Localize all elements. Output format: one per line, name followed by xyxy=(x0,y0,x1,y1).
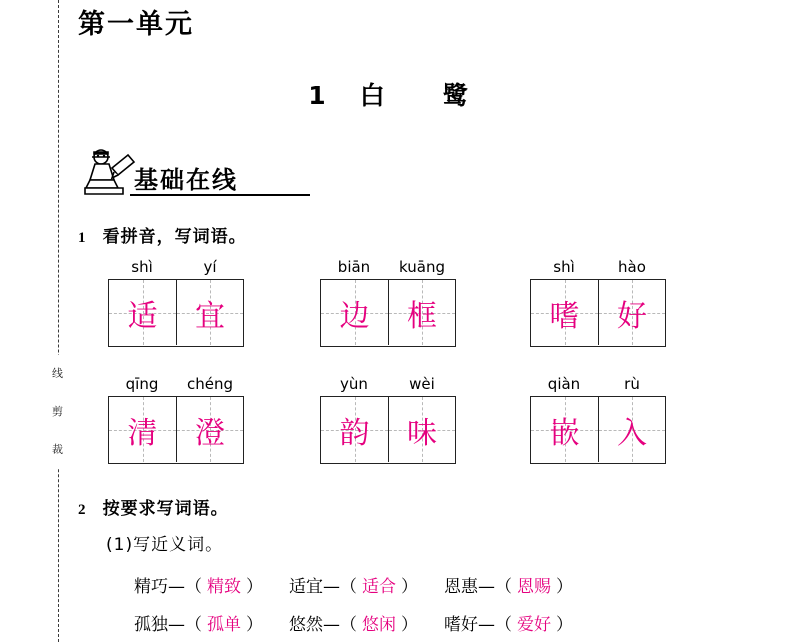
synonym-item xyxy=(289,615,418,635)
tianzige-grid[interactable] xyxy=(530,396,666,464)
tianzige-cell[interactable] xyxy=(176,397,243,462)
synonym-answer[interactable]: 恩赐 xyxy=(517,577,551,597)
answer-char: 韵 xyxy=(339,415,370,451)
cut-label-char-1: 线 xyxy=(44,355,72,393)
section-underline xyxy=(130,194,310,196)
synonym-close: ） xyxy=(401,577,418,597)
pinyin: yí xyxy=(203,258,217,276)
cut-label-char-2: 剪 xyxy=(44,393,72,431)
question-1 xyxy=(78,222,247,247)
answer-char: 框 xyxy=(407,298,437,334)
synonym-close: ） xyxy=(246,577,263,597)
pinyin: kuāng xyxy=(399,258,445,276)
cut-line-label xyxy=(44,355,72,469)
pinyin-row xyxy=(530,375,666,393)
cut-line xyxy=(58,0,59,642)
tianzige-cell[interactable] xyxy=(176,280,243,345)
pinyin-row xyxy=(320,375,456,393)
question-2 xyxy=(78,494,229,519)
tianzige-cell[interactable] xyxy=(321,397,388,462)
pinyin: yùn xyxy=(340,375,368,393)
question-2-sub: (1)写近义词。 xyxy=(106,535,224,555)
pinyin-row xyxy=(530,258,666,276)
lesson-char-2: 鹭 xyxy=(442,81,468,110)
answer-char: 嵌 xyxy=(549,415,580,451)
tianzige-cell[interactable] xyxy=(531,397,598,462)
answer-char: 好 xyxy=(617,298,647,334)
answer-char: 澄 xyxy=(195,415,225,451)
synonym-row-2 xyxy=(134,610,599,635)
tianzige-cell[interactable] xyxy=(531,280,598,345)
question-2-number: 2 xyxy=(78,502,86,518)
synonym-row-1 xyxy=(134,572,599,597)
section-label: 基础在线 xyxy=(134,166,238,194)
word-grid-1 xyxy=(108,258,244,347)
synonym-answer[interactable]: 适合 xyxy=(362,577,396,597)
word-grid-6 xyxy=(530,375,666,464)
synonym-answer[interactable]: 孤单 xyxy=(207,615,241,635)
synonym-close: ） xyxy=(401,615,418,635)
answer-char: 味 xyxy=(407,415,437,451)
synonym-close: ） xyxy=(246,615,263,635)
synonym-item xyxy=(134,577,263,597)
pinyin: biān xyxy=(337,258,371,276)
word-grid-4 xyxy=(108,375,244,464)
answer-char: 边 xyxy=(339,298,370,334)
pinyin: shì xyxy=(553,258,575,276)
synonym-prompt: 嗜好—（ xyxy=(444,615,512,635)
tianzige-grid[interactable] xyxy=(320,279,456,347)
answer-char: 清 xyxy=(127,415,158,451)
pinyin: wèi xyxy=(409,375,435,393)
pinyin-row xyxy=(108,375,244,393)
word-grid-2 xyxy=(320,258,456,347)
synonym-item xyxy=(444,577,573,597)
tianzige-cell[interactable] xyxy=(388,397,455,462)
pinyin: qiàn xyxy=(547,375,581,393)
synonym-item xyxy=(134,615,263,635)
synonym-prompt: 孤独—（ xyxy=(134,615,202,635)
question-1-text: 看拼音，写词语。 xyxy=(102,227,247,247)
synonym-item xyxy=(289,577,418,597)
synonym-item xyxy=(444,615,573,635)
tianzige-cell[interactable] xyxy=(109,280,176,345)
worksheet-page xyxy=(78,0,778,642)
synonym-close: ） xyxy=(556,577,573,597)
tianzige-grid[interactable] xyxy=(108,279,244,347)
synonym-prompt: 精巧—（ xyxy=(134,577,202,597)
tianzige-cell[interactable] xyxy=(321,280,388,345)
answer-char: 宜 xyxy=(195,298,225,334)
pinyin: rù xyxy=(624,375,640,393)
pencil-writing-icon xyxy=(82,148,138,200)
tianzige-grid[interactable] xyxy=(108,396,244,464)
unit-title: 第一单元 xyxy=(78,9,194,40)
question-1-number: 1 xyxy=(78,230,86,246)
pinyin-row xyxy=(320,258,456,276)
synonym-answer[interactable]: 悠闲 xyxy=(362,615,396,635)
lesson-char-1: 白 xyxy=(359,81,385,110)
cut-label-char-3: 裁 xyxy=(44,431,72,469)
section-header xyxy=(82,148,382,204)
synonym-close: ） xyxy=(556,615,573,635)
question-2-text: 按要求写词语。 xyxy=(102,499,229,519)
synonym-prompt: 悠然—（ xyxy=(289,615,357,635)
pinyin: hào xyxy=(618,258,646,276)
answer-char: 入 xyxy=(617,415,647,451)
word-grid-3 xyxy=(530,258,666,347)
synonym-answer[interactable]: 爱好 xyxy=(517,615,551,635)
tianzige-cell[interactable] xyxy=(598,397,665,462)
tianzige-cell[interactable] xyxy=(388,280,455,345)
tianzige-grid[interactable] xyxy=(320,396,456,464)
pinyin-row xyxy=(108,258,244,276)
pinyin: qīng xyxy=(125,375,159,393)
tianzige-cell[interactable] xyxy=(598,280,665,345)
synonym-prompt: 恩惠—（ xyxy=(444,577,512,597)
pinyin: shì xyxy=(131,258,153,276)
tianzige-grid[interactable] xyxy=(530,279,666,347)
word-grid-5 xyxy=(320,375,456,464)
tianzige-cell[interactable] xyxy=(109,397,176,462)
lesson-number: 1 xyxy=(308,81,326,110)
answer-char: 嗜 xyxy=(549,298,580,334)
lesson-title xyxy=(78,76,698,112)
synonym-prompt: 适宜—（ xyxy=(289,577,357,597)
answer-char: 适 xyxy=(127,298,158,334)
synonym-answer[interactable]: 精致 xyxy=(207,577,241,597)
pinyin: chéng xyxy=(186,375,233,393)
